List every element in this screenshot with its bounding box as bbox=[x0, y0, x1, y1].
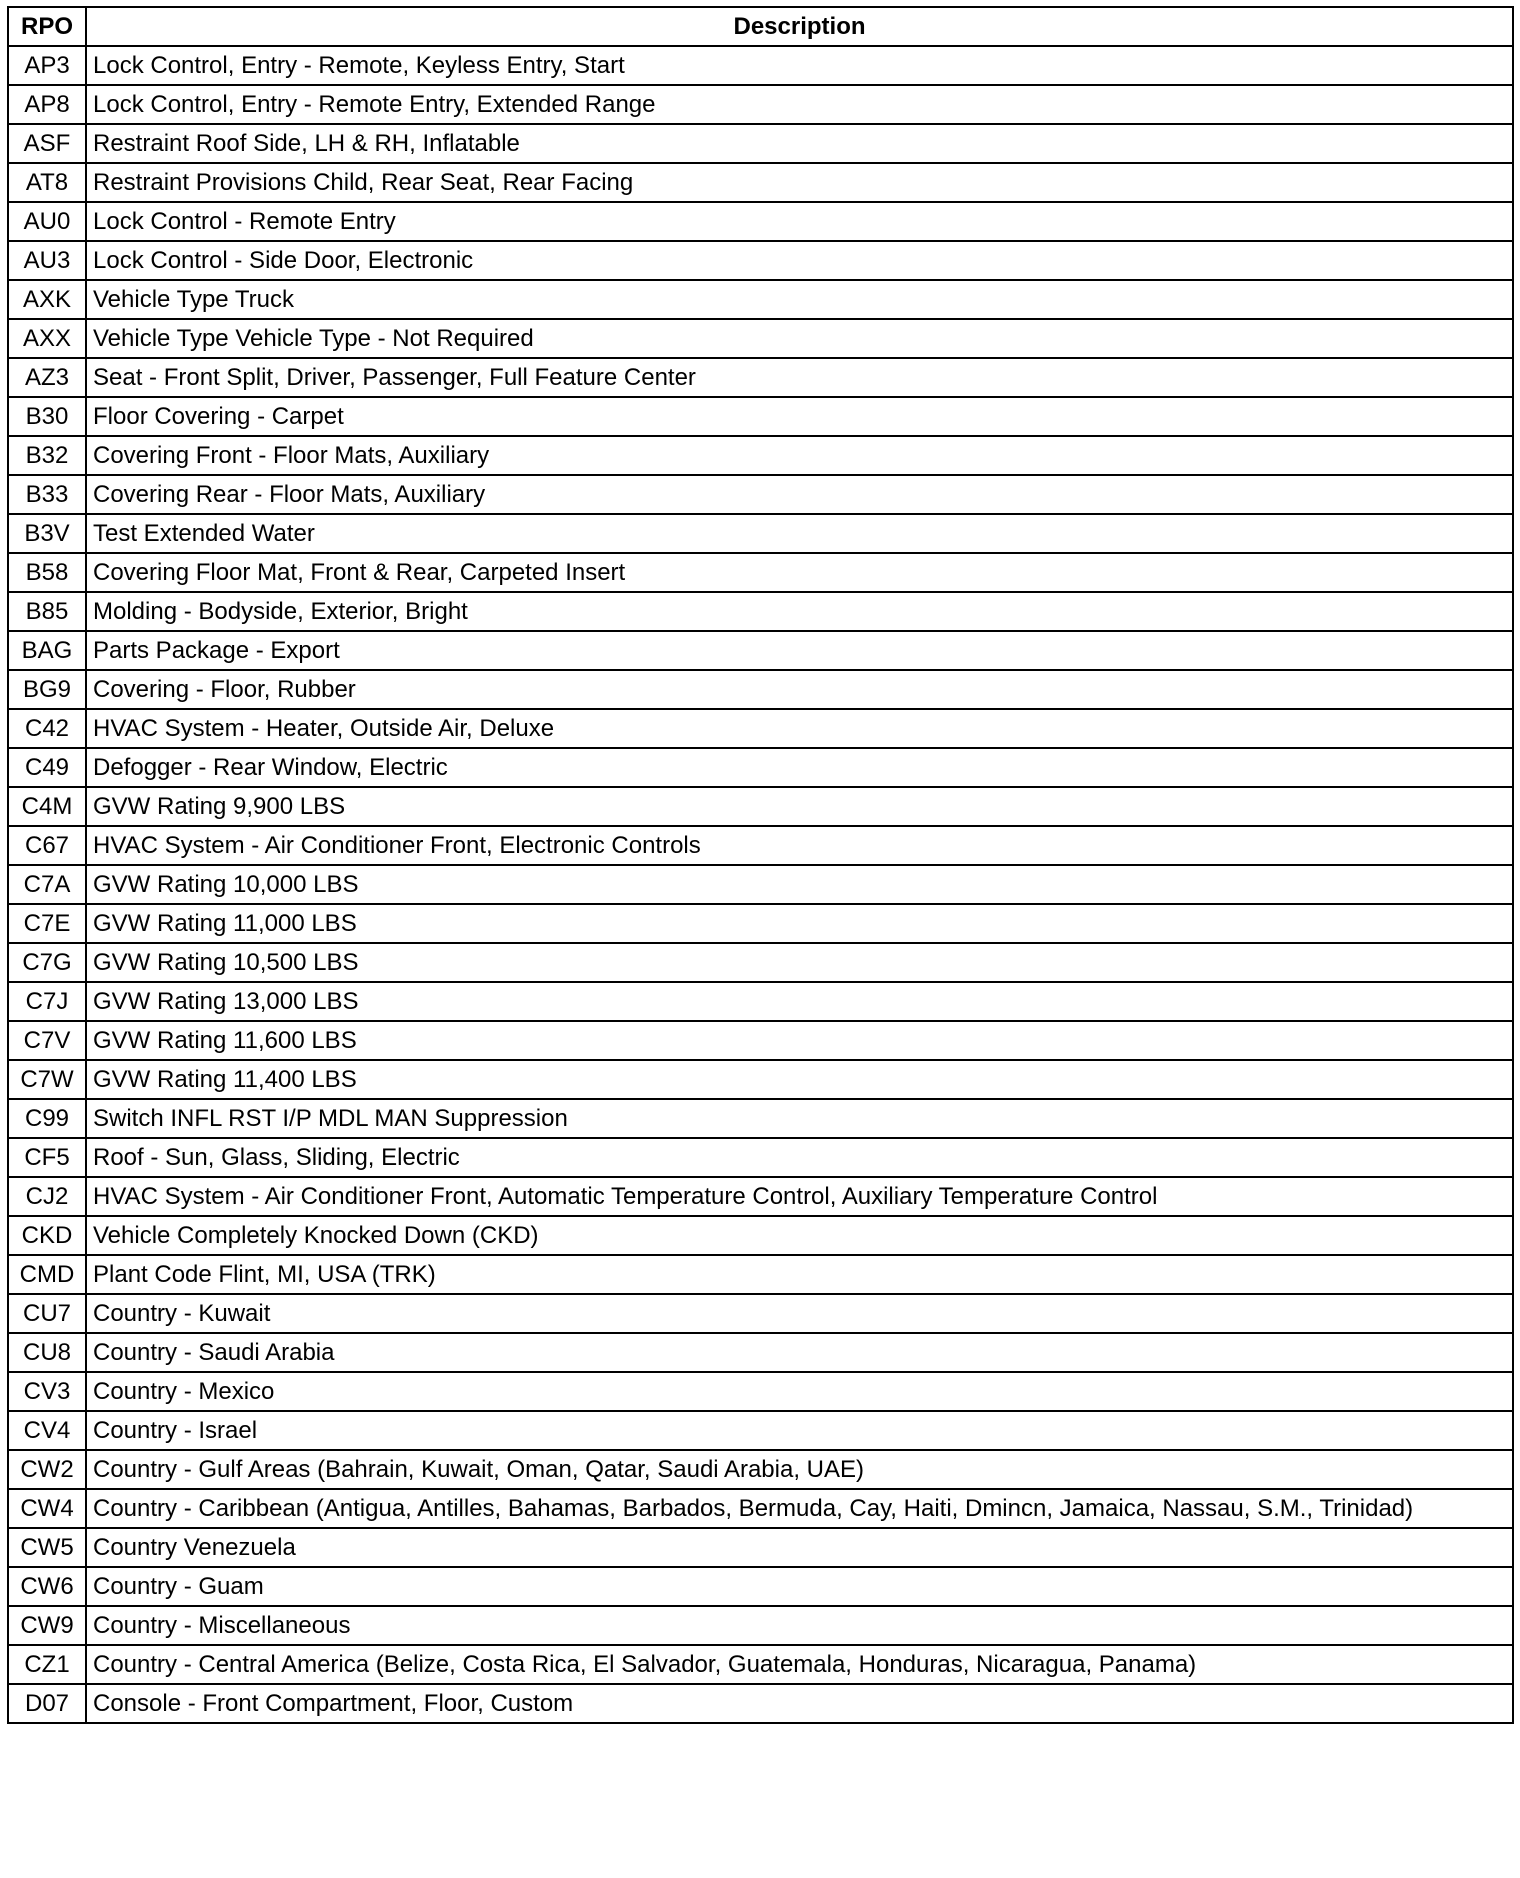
rpo-code-cell: B33 bbox=[8, 475, 86, 514]
description-cell: Lock Control, Entry - Remote, Keyless Entry, Start bbox=[86, 46, 1513, 85]
description-cell: Floor Covering - Carpet bbox=[86, 397, 1513, 436]
table-row bbox=[8, 319, 1513, 358]
table-row bbox=[8, 982, 1513, 1021]
rpo-code-cell: CZ1 bbox=[8, 1645, 86, 1684]
description-cell: HVAC System - Heater, Outside Air, Deluxe bbox=[86, 709, 1513, 748]
table-row bbox=[8, 1684, 1513, 1723]
description-cell: Country - Saudi Arabia bbox=[86, 1333, 1513, 1372]
description-cell: Country - Central America (Belize, Costa Rica, El Salvador, Guatemala, Honduras, Nicaragua, Panama) bbox=[86, 1645, 1513, 1684]
rpo-code-cell: B30 bbox=[8, 397, 86, 436]
description-cell: Molding - Bodyside, Exterior, Bright bbox=[86, 592, 1513, 631]
description-cell: Country - Gulf Areas (Bahrain, Kuwait, Oman, Qatar, Saudi Arabia, UAE) bbox=[86, 1450, 1513, 1489]
rpo-column-header: RPO bbox=[8, 7, 86, 46]
rpo-code-cell: CU8 bbox=[8, 1333, 86, 1372]
table-row bbox=[8, 1099, 1513, 1138]
table-row bbox=[8, 1489, 1513, 1528]
table-row bbox=[8, 631, 1513, 670]
description-cell: GVW Rating 13,000 LBS bbox=[86, 982, 1513, 1021]
description-cell: Restraint Roof Side, LH & RH, Inflatable bbox=[86, 124, 1513, 163]
description-cell: HVAC System - Air Conditioner Front, Automatic Temperature Control, Auxiliary Temperature Control bbox=[86, 1177, 1513, 1216]
description-cell: Switch INFL RST I/P MDL MAN Suppression bbox=[86, 1099, 1513, 1138]
table-row bbox=[8, 592, 1513, 631]
rpo-code-cell: C7J bbox=[8, 982, 86, 1021]
table-row bbox=[8, 787, 1513, 826]
description-cell: Country - Kuwait bbox=[86, 1294, 1513, 1333]
description-cell: GVW Rating 11,400 LBS bbox=[86, 1060, 1513, 1099]
description-cell: Covering Front - Floor Mats, Auxiliary bbox=[86, 436, 1513, 475]
table-row bbox=[8, 1177, 1513, 1216]
table-row bbox=[8, 1645, 1513, 1684]
table-row bbox=[8, 943, 1513, 982]
rpo-code-cell: AT8 bbox=[8, 163, 86, 202]
table-row bbox=[8, 1528, 1513, 1567]
description-cell: GVW Rating 9,900 LBS bbox=[86, 787, 1513, 826]
description-cell: Country - Mexico bbox=[86, 1372, 1513, 1411]
table-row bbox=[8, 85, 1513, 124]
rpo-code-cell: C7W bbox=[8, 1060, 86, 1099]
description-cell: Seat - Front Split, Driver, Passenger, Full Feature Center bbox=[86, 358, 1513, 397]
description-cell: Lock Control - Remote Entry bbox=[86, 202, 1513, 241]
table-row bbox=[8, 241, 1513, 280]
description-cell: Test Extended Water bbox=[86, 514, 1513, 553]
rpo-code-cell: C67 bbox=[8, 826, 86, 865]
table-row bbox=[8, 46, 1513, 85]
description-cell: Vehicle Completely Knocked Down (CKD) bbox=[86, 1216, 1513, 1255]
rpo-code-cell: B3V bbox=[8, 514, 86, 553]
rpo-code-cell: CW9 bbox=[8, 1606, 86, 1645]
rpo-code-cell: CW6 bbox=[8, 1567, 86, 1606]
table-row bbox=[8, 280, 1513, 319]
rpo-code-cell: C49 bbox=[8, 748, 86, 787]
table-row bbox=[8, 1411, 1513, 1450]
description-cell: GVW Rating 10,000 LBS bbox=[86, 865, 1513, 904]
rpo-code-cell: AP8 bbox=[8, 85, 86, 124]
description-cell: Console - Front Compartment, Floor, Custom bbox=[86, 1684, 1513, 1723]
rpo-code-cell: CV3 bbox=[8, 1372, 86, 1411]
description-cell: Covering Rear - Floor Mats, Auxiliary bbox=[86, 475, 1513, 514]
table-row bbox=[8, 904, 1513, 943]
rpo-code-cell: CV4 bbox=[8, 1411, 86, 1450]
rpo-code-cell: BAG bbox=[8, 631, 86, 670]
table-row bbox=[8, 514, 1513, 553]
description-cell: Restraint Provisions Child, Rear Seat, Rear Facing bbox=[86, 163, 1513, 202]
table-row bbox=[8, 436, 1513, 475]
description-cell: Country - Caribbean (Antigua, Antilles, Bahamas, Barbados, Bermuda, Cay, Haiti, Dmincn, Jamaica, Nassau, S.M., Trinidad) bbox=[86, 1489, 1513, 1528]
description-cell: GVW Rating 11,000 LBS bbox=[86, 904, 1513, 943]
table-row bbox=[8, 1021, 1513, 1060]
table-row bbox=[8, 1333, 1513, 1372]
rpo-code-cell: CW5 bbox=[8, 1528, 86, 1567]
table-row bbox=[8, 1138, 1513, 1177]
rpo-code-cell: AXK bbox=[8, 280, 86, 319]
rpo-code-cell: CF5 bbox=[8, 1138, 86, 1177]
rpo-code-cell: ASF bbox=[8, 124, 86, 163]
rpo-code-cell: CU7 bbox=[8, 1294, 86, 1333]
rpo-code-cell: AZ3 bbox=[8, 358, 86, 397]
description-cell: Country Venezuela bbox=[86, 1528, 1513, 1567]
table-row bbox=[8, 397, 1513, 436]
description-cell: Covering - Floor, Rubber bbox=[86, 670, 1513, 709]
description-cell: Parts Package - Export bbox=[86, 631, 1513, 670]
rpo-code-cell: B58 bbox=[8, 553, 86, 592]
rpo-code-table bbox=[7, 6, 1514, 1724]
description-cell: Covering Floor Mat, Front & Rear, Carpeted Insert bbox=[86, 553, 1513, 592]
rpo-code-cell: B85 bbox=[8, 592, 86, 631]
description-cell: Lock Control - Side Door, Electronic bbox=[86, 241, 1513, 280]
rpo-code-cell: AP3 bbox=[8, 46, 86, 85]
description-column-header: Description bbox=[86, 7, 1513, 46]
table-row bbox=[8, 709, 1513, 748]
table-row bbox=[8, 865, 1513, 904]
rpo-code-cell: CMD bbox=[8, 1255, 86, 1294]
description-cell: Country - Miscellaneous bbox=[86, 1606, 1513, 1645]
description-cell: GVW Rating 10,500 LBS bbox=[86, 943, 1513, 982]
table-header-row bbox=[8, 7, 1513, 46]
description-cell: Lock Control, Entry - Remote Entry, Extended Range bbox=[86, 85, 1513, 124]
table-row bbox=[8, 1372, 1513, 1411]
table-row bbox=[8, 748, 1513, 787]
rpo-code-cell: C7G bbox=[8, 943, 86, 982]
table-row bbox=[8, 826, 1513, 865]
rpo-code-cell: CW4 bbox=[8, 1489, 86, 1528]
rpo-code-cell: AU0 bbox=[8, 202, 86, 241]
rpo-code-cell: AXX bbox=[8, 319, 86, 358]
table-row bbox=[8, 670, 1513, 709]
table-row bbox=[8, 1450, 1513, 1489]
description-cell: Defogger - Rear Window, Electric bbox=[86, 748, 1513, 787]
rpo-code-cell: CJ2 bbox=[8, 1177, 86, 1216]
table-row bbox=[8, 1294, 1513, 1333]
rpo-code-cell: B32 bbox=[8, 436, 86, 475]
table-row bbox=[8, 475, 1513, 514]
description-cell: Roof - Sun, Glass, Sliding, Electric bbox=[86, 1138, 1513, 1177]
rpo-code-cell: CW2 bbox=[8, 1450, 86, 1489]
description-cell: HVAC System - Air Conditioner Front, Electronic Controls bbox=[86, 826, 1513, 865]
rpo-code-sheet bbox=[7, 6, 1512, 1724]
rpo-code-cell: C7V bbox=[8, 1021, 86, 1060]
rpo-code-cell: AU3 bbox=[8, 241, 86, 280]
rpo-code-cell: D07 bbox=[8, 1684, 86, 1723]
table-row bbox=[8, 1255, 1513, 1294]
table-body bbox=[8, 46, 1513, 1723]
description-cell: Country - Guam bbox=[86, 1567, 1513, 1606]
table-row bbox=[8, 124, 1513, 163]
rpo-code-cell: C42 bbox=[8, 709, 86, 748]
rpo-code-cell: C99 bbox=[8, 1099, 86, 1138]
description-cell: Vehicle Type Truck bbox=[86, 280, 1513, 319]
description-cell: GVW Rating 11,600 LBS bbox=[86, 1021, 1513, 1060]
table-row bbox=[8, 1567, 1513, 1606]
table-row bbox=[8, 1216, 1513, 1255]
description-cell: Country - Israel bbox=[86, 1411, 1513, 1450]
table-row bbox=[8, 358, 1513, 397]
table-row bbox=[8, 202, 1513, 241]
table-row bbox=[8, 1606, 1513, 1645]
rpo-code-cell: C4M bbox=[8, 787, 86, 826]
rpo-code-cell: C7E bbox=[8, 904, 86, 943]
rpo-code-cell: CKD bbox=[8, 1216, 86, 1255]
rpo-code-cell: BG9 bbox=[8, 670, 86, 709]
table-row bbox=[8, 1060, 1513, 1099]
description-cell: Plant Code Flint, MI, USA (TRK) bbox=[86, 1255, 1513, 1294]
rpo-code-cell: C7A bbox=[8, 865, 86, 904]
description-cell: Vehicle Type Vehicle Type - Not Required bbox=[86, 319, 1513, 358]
table-row bbox=[8, 553, 1513, 592]
table-row bbox=[8, 163, 1513, 202]
